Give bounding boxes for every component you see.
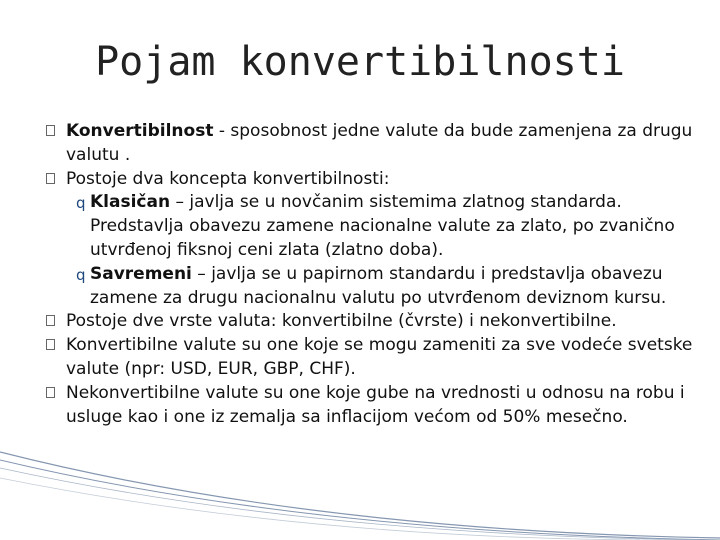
bullet-item [46,120,696,168]
sub-bullet-text: – javlja se u papirnom standardu i predstavlja obavezu zamene za drugu nacionalnu valutu po utvrđenom deviznom kursu. [90,263,667,308]
sub-bullet-term: Savremeni [90,263,192,284]
bullet-item [46,382,696,430]
slide-title: Pojam konvertibilnosti [95,39,625,85]
bullet-text: Postoje dva koncepta konvertibilnosti: [66,168,390,189]
bullet-item [46,310,696,334]
bullet-text: Nekonvertibilne valute su one koje gube na vrednosti u odnosu na robu i usluge kao i one iz zemalja sa inflacijom većom od 50% mesečno. [66,382,685,427]
sub-bullet-item [46,263,696,311]
sub-bullet-term: Klasičan [90,192,171,213]
bullet-term: Konvertibilnost [66,121,214,141]
bullet-text: Postoje dve vrste valuta: konvertibilne (čvrste) i nekonvertibilne. [66,311,617,332]
sub-bullet-item [46,191,696,262]
bullet-list [46,120,696,429]
square-bullet-icon [46,339,55,350]
q-bullet-icon: q [76,265,86,284]
bullet-item [46,334,696,382]
square-bullet-icon [46,387,55,398]
bullet-text: - sposobnost jedne valute da bude zamenjena za drugu valutu . [66,121,693,165]
square-bullet-icon [46,173,55,184]
q-bullet-icon: q [76,194,86,213]
decorative-swoosh [0,450,720,540]
square-bullet-icon [46,315,55,326]
square-bullet-icon [46,125,55,136]
sub-bullet-text: – javlja se u novčanim sistemima zlatnog standarda. Predstavlja obavezu zamene nacionalne valute za zlato, po zvanično utvrđenoj fiksnoj ceni zlata (zlatno doba). [90,192,675,260]
bullet-item [46,168,696,192]
bullet-text: Konvertibilne valute su one koje se mogu zameniti za sve vodeće svetske valute (npr: USD, EUR, GBP, CHF). [66,335,693,379]
